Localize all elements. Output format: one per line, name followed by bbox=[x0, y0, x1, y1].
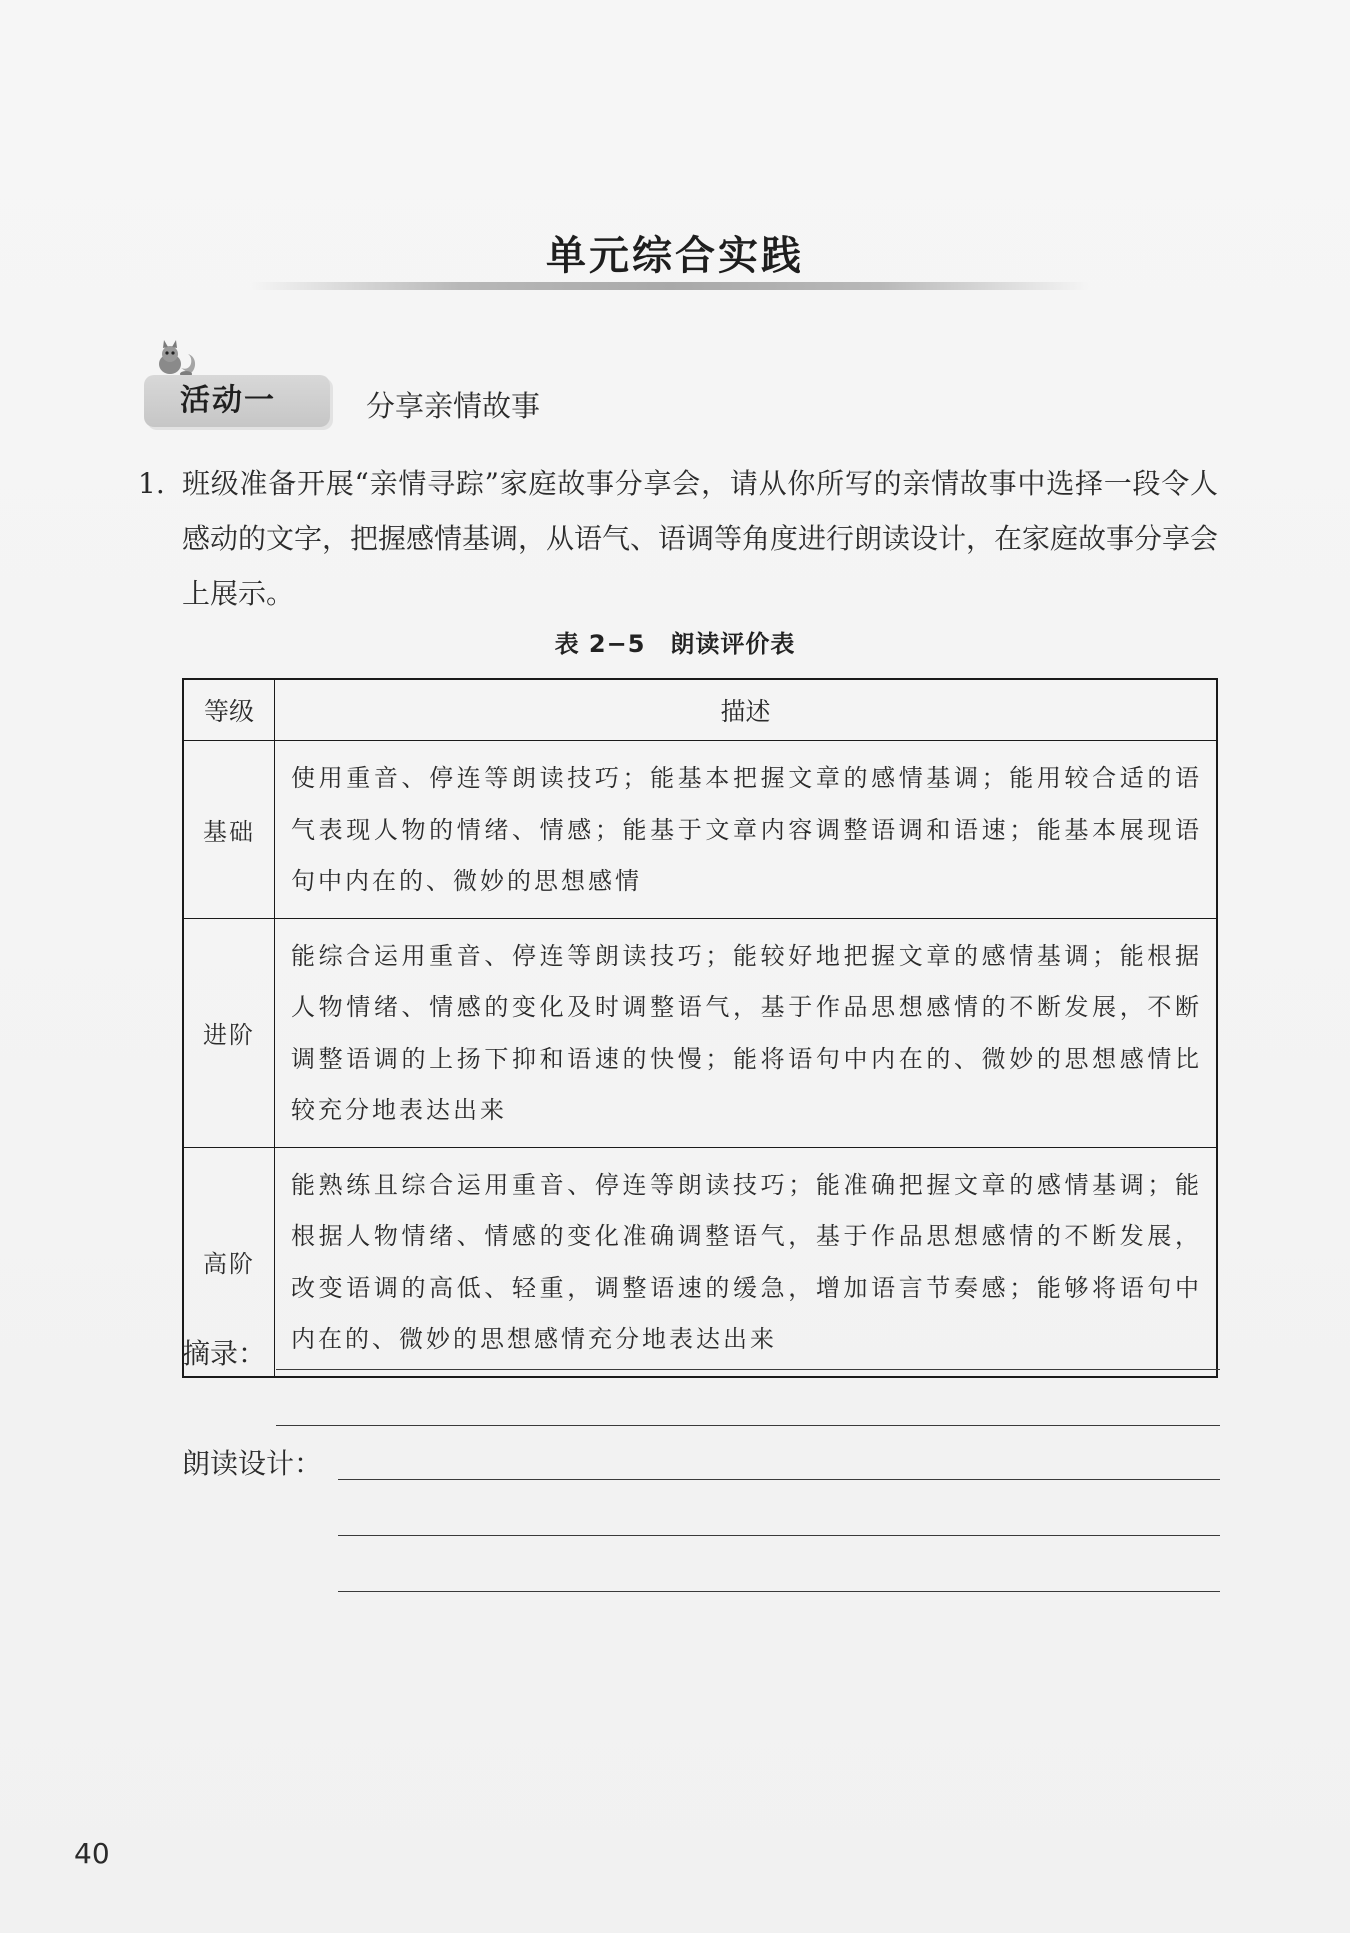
unit-title: 单元综合实践 bbox=[546, 233, 804, 279]
table-caption: 表 2−5 朗读评价表 bbox=[554, 630, 796, 658]
design-answer-line[interactable] bbox=[338, 1591, 1220, 1592]
question-1 bbox=[138, 456, 1218, 621]
squirrel-mascot-icon bbox=[150, 338, 210, 378]
table-row bbox=[183, 1147, 1217, 1377]
row-level: 高阶 bbox=[183, 1147, 275, 1377]
header-description: 描述 bbox=[275, 679, 1218, 741]
row-level: 进阶 bbox=[183, 918, 275, 1147]
design-answer-line[interactable] bbox=[338, 1479, 1220, 1480]
row-description: 使用重音、停连等朗读技巧；能基本把握文章的感情基调；能用较合适的语气表现人物的情绪、情感；能基于文章内容调整语调和语速；能基本展现语句中内在的、微妙的思想感情 bbox=[275, 741, 1218, 919]
question-number: 1. bbox=[138, 467, 165, 500]
table-header-row bbox=[183, 679, 1217, 741]
activity-title: 分享亲情故事 bbox=[366, 389, 541, 423]
row-description: 能综合运用重音、停连等朗读技巧；能较好地把握文章的感情基调；能根据人物情绪、情感的变化及时调整语气，基于作品思想感情的不断发展，不断调整语调的上扬下抑和语速的快慢；能将语句中内在的、微妙的思想感情比较充分地表达出来 bbox=[275, 918, 1218, 1147]
title-underline bbox=[250, 282, 1090, 290]
question-text: 班级准备开展“亲情寻踪”家庭故事分享会，请从你所写的亲情故事中选择一段令人感动的文字，把握感情基调，从语气、语调等角度进行朗读设计，在家庭故事分享会上展示。 bbox=[182, 467, 1219, 610]
excerpt-label: 摘录： bbox=[182, 1337, 267, 1370]
row-level: 基础 bbox=[183, 741, 275, 919]
excerpt-answer-line[interactable] bbox=[276, 1369, 1220, 1370]
reading-evaluation-table bbox=[182, 678, 1218, 1378]
header-level: 等级 bbox=[183, 679, 275, 741]
activity-badge: 活动一 bbox=[144, 375, 330, 427]
excerpt-answer-line[interactable] bbox=[276, 1425, 1220, 1426]
design-answer-line[interactable] bbox=[338, 1535, 1220, 1536]
design-label: 朗读设计： bbox=[182, 1447, 323, 1480]
table-row bbox=[183, 918, 1217, 1147]
page-number: 40 bbox=[74, 1837, 110, 1870]
table-row bbox=[183, 741, 1217, 919]
row-description: 能熟练且综合运用重音、停连等朗读技巧；能准确把握文章的感情基调；能根据人物情绪、情感的变化准确调整语气，基于作品思想感情的不断发展，改变语调的高低、轻重，调整语速的缓急，增加语言节奏感；能够将语句中内在的、微妙的思想感情充分地表达出来 bbox=[275, 1147, 1218, 1377]
